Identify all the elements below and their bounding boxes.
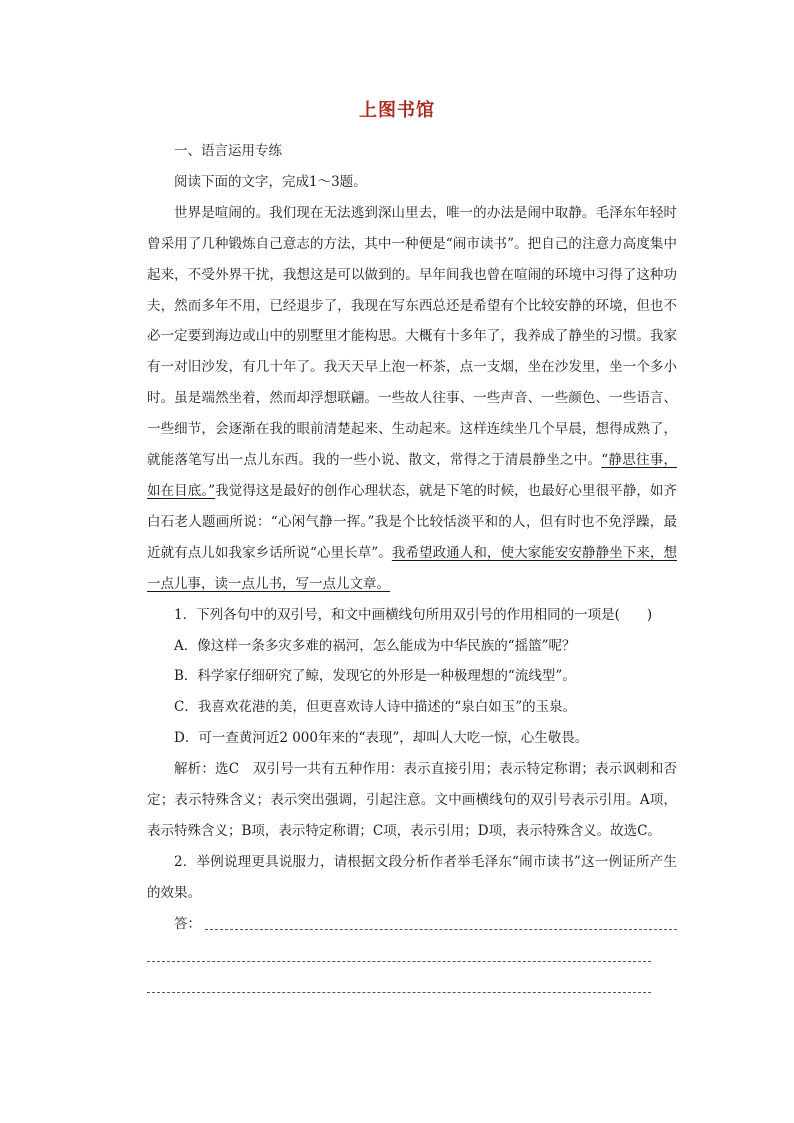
answer-dotted-line-1 bbox=[205, 929, 677, 930]
question-1-analysis: 解析：选C 双引号一共有五种作用：表示直接引用；表示特定称谓；表示讽刺和否定；表示特殊含义；表示突出强调，引起注意。文中画横线句的双引号表示引用。A项，表示特殊含义；B项，表示特定称谓；C项，表示引用；D项，表示特殊含义。故选C。 bbox=[147, 761, 677, 839]
answer-label: 答： bbox=[174, 915, 201, 932]
answer-dotted-line-3 bbox=[147, 992, 651, 993]
question-1-option-d: D．可一查黄河近2 000年来的“表现”，却叫人大吃一惊，心生敬畏。 bbox=[174, 730, 589, 747]
answer-line[interactable] bbox=[147, 909, 677, 940]
instruction: 阅读下面的文字，完成1～3题。 bbox=[174, 173, 367, 190]
underlined-sentence-2: 我希望政通人和，使大家能安安静静坐下来，想一点儿事，读一点儿书，写一点儿文章。 bbox=[147, 544, 677, 592]
section-heading: 一、语言运用专练 bbox=[174, 143, 282, 159]
question-1-option-b: B．科学家仔细研究了鲸，发现它的外形是一种极理想的“流线型”。 bbox=[174, 668, 576, 685]
document-body bbox=[147, 136, 677, 1001]
underlined-sentence-1: “静思往事，如在目底。” bbox=[147, 452, 677, 499]
question-1-stem: 1．下列各句中的双引号，和文中画横线句所用双引号的作用相同的一项是( ) bbox=[174, 606, 653, 623]
answer-line[interactable] bbox=[147, 970, 677, 1001]
passage-paragraph bbox=[147, 198, 677, 600]
question-1-option-a: A．像这样一条多灾多难的祸河，怎么能成为中华民族的“摇篮”呢？ bbox=[174, 637, 576, 654]
passage-text-1: 世界是喧闹的。我们现在无法逃到深山里去，唯一的办法是闹中取静。毛泽东年轻时曾采用了几种锻炼自己意志的方法，其中一种便是“闹市读书”。把自己的注意力高度集中起来，不受外界干扰，我想这是可以做到的。早年间我也曾在喧闹的环境中习得了这种功夫，然而多年不用，已经退步了，我现在写东西总还是希望有个比较安静的环境，但也不必一定要到海边或山中的别墅里才能构思。大概有十多年了，我养成了静坐的习惯。我家有一对旧沙发，有几十年了。我天天早上泡一杯茶，点一支烟，坐在沙发里，坐一个多小时。虽是端然坐着，然而却浮想联翩。一些故人往事、一些声音、一些颜色、一些语言、一些细节，会逐渐在我的眼前清楚起来、生动起来。这样连续坐几个早晨，想得成熟了，就能落笔写出一点儿东西。我的一些小说、散文，常得之于清晨静坐之中。 bbox=[147, 204, 677, 469]
question-1-option-c: C．我喜欢花港的美，但更喜欢诗人诗中描述的“泉白如玉”的玉泉。 bbox=[174, 699, 577, 716]
passage-text-2: 我觉得这是最好的创作心理状态，就是下笔的时候，也最好心里很平静，如齐白石老人题画所说：“心闲气静一挥。”我是个比较恬淡平和的人，但有时也不免浮躁，最近就有点儿如我家乡话所说“心里长草”。 bbox=[147, 482, 678, 561]
page-title: 上图书馆 bbox=[359, 100, 435, 121]
answer-dotted-line-2 bbox=[147, 961, 651, 962]
answer-line[interactable] bbox=[147, 940, 677, 971]
question-2-stem: 2．举例说理更具说服力，请根据文段分析作者举毛泽东“闹市读书”这一例证所产生的效果。 bbox=[147, 853, 677, 901]
